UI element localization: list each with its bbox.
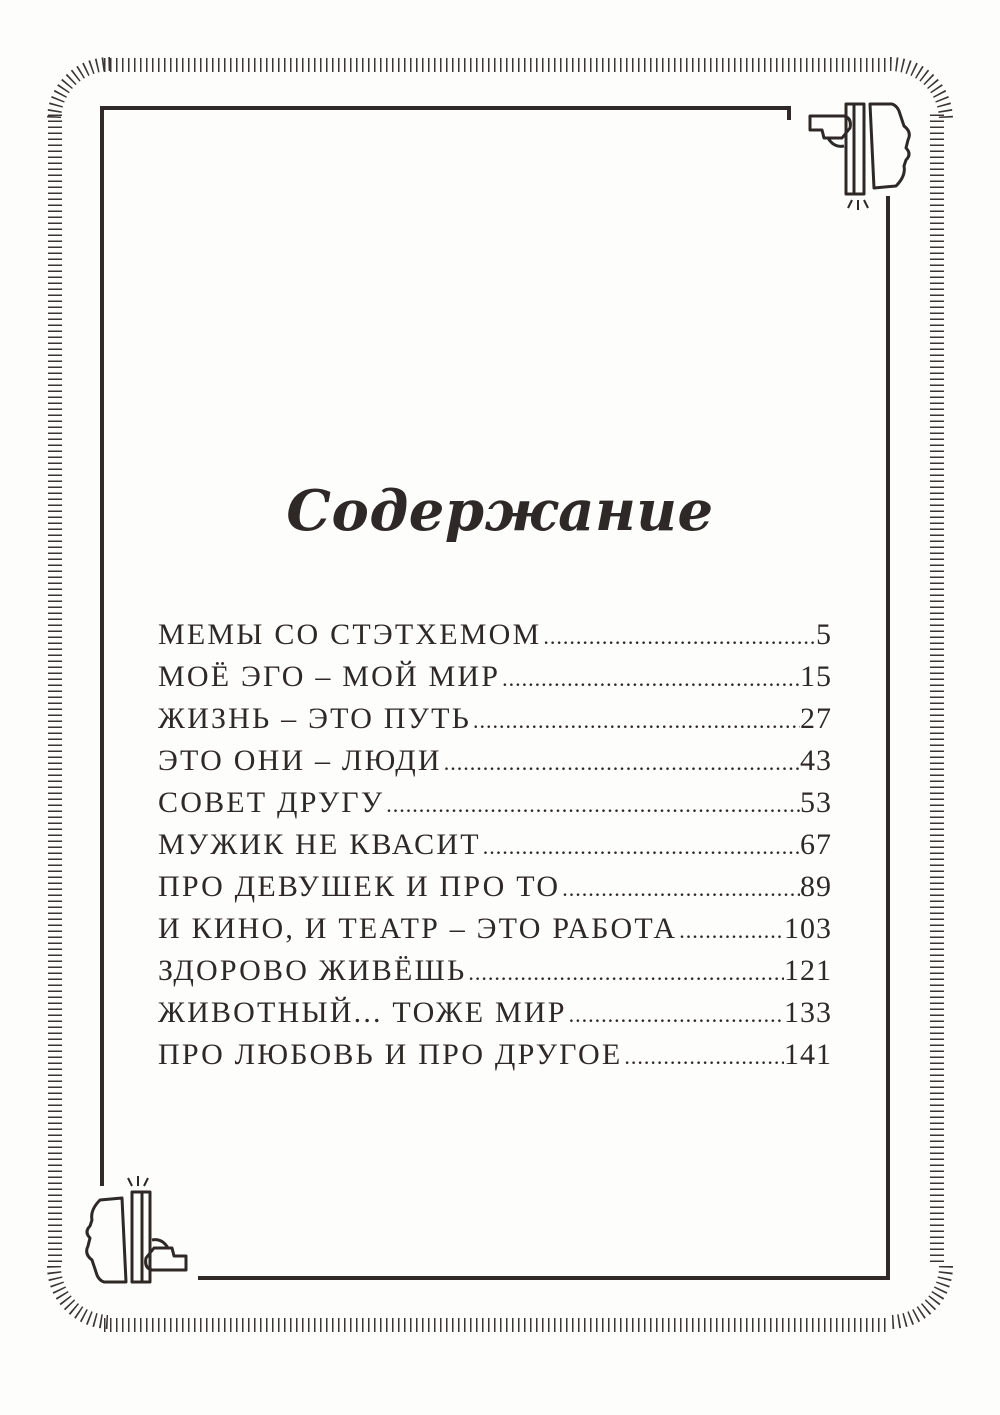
toc-entry-title: ЖИВОТНЫЙ... ТОЖЕ МИР: [158, 996, 567, 1029]
toc-entry-title: СОВЕТ ДРУГУ: [158, 786, 385, 819]
toc-entry: [158, 618, 832, 660]
toc-entry-page: 121: [784, 954, 832, 987]
toc-leader-dots: [541, 624, 816, 650]
toc-entry-title: ЗДОРОВО ЖИВЁШЬ: [158, 954, 467, 987]
toc-entry: [158, 954, 832, 996]
toc-entry: [158, 870, 832, 912]
toc-entry-page: 133: [784, 996, 832, 1029]
toc-leader-dots: [471, 708, 800, 734]
toc-leader-dots: [481, 834, 800, 860]
toc-leader-dots: [384, 792, 800, 818]
toc-entry-title: МОЁ ЭГО – МОЙ МИР: [158, 660, 501, 693]
toc-entry-title: И КИНО, И ТЕАТР – ЭТО РАБОТА: [158, 912, 678, 945]
toc-entry-title: ПРО ЛЮБОВЬ И ПРО ДРУГОЕ: [158, 1038, 623, 1071]
border-hatch-left: [48, 112, 62, 1262]
toc-entry-title: МЕМЫ СО СТЭТХЕМОМ: [158, 618, 542, 651]
frame-end-right: [886, 196, 890, 1280]
toc-leader-dots: [567, 1002, 784, 1028]
toc-entry: [158, 702, 832, 744]
border-hatch-top: [104, 58, 890, 72]
page-title: Содержание: [286, 478, 714, 544]
toc-entry: [158, 1038, 832, 1080]
frame-end-top: [787, 106, 791, 120]
toc-leader-dots: [677, 918, 784, 944]
toc-entry-page: 43: [800, 744, 832, 777]
border-hatch-right: [930, 112, 944, 1262]
toc-entry-page: 141: [784, 1038, 832, 1071]
toc-entry: [158, 828, 832, 870]
toc-entry: [158, 744, 832, 786]
toc-leader-dots: [500, 666, 800, 692]
frame-end-bottom: [198, 1276, 890, 1280]
border-hatch-bottom: [104, 1318, 890, 1332]
toc-entry-page: 53: [800, 786, 832, 819]
toc-entry: [158, 786, 832, 828]
toc-leader-dots: [442, 750, 800, 776]
toc-entry: [158, 996, 832, 1038]
frame-end-left: [100, 106, 104, 1186]
toc-entry-title: ЭТО ОНИ – ЛЮДИ: [158, 744, 442, 777]
corner-hatch-bottom-right: [880, 1256, 960, 1336]
toc-entry-page: 67: [800, 828, 832, 861]
toc-entry-page: 89: [800, 870, 832, 903]
head-profile-emblem: [800, 96, 920, 216]
toc-entry: [158, 912, 832, 954]
toc-entry: [158, 660, 832, 702]
toc-entry-title: МУЖИК НЕ КВАСИТ: [158, 828, 481, 861]
toc-leader-dots: [466, 960, 784, 986]
toc-entry-page: 5: [816, 618, 832, 651]
toc-entry-page: 103: [784, 912, 832, 945]
toc-list: [158, 618, 832, 1080]
toc-leader-dots: [560, 876, 800, 902]
head-profile-emblem: [76, 1170, 196, 1290]
toc-entry-page: 27: [800, 702, 832, 735]
toc-entry-title: ПРО ДЕВУШЕК И ПРО ТО: [158, 870, 561, 903]
toc-entry-title: ЖИЗНЬ – ЭТО ПУТЬ: [158, 702, 472, 735]
toc-entry-page: 15: [800, 660, 832, 693]
toc-leader-dots: [622, 1044, 784, 1070]
